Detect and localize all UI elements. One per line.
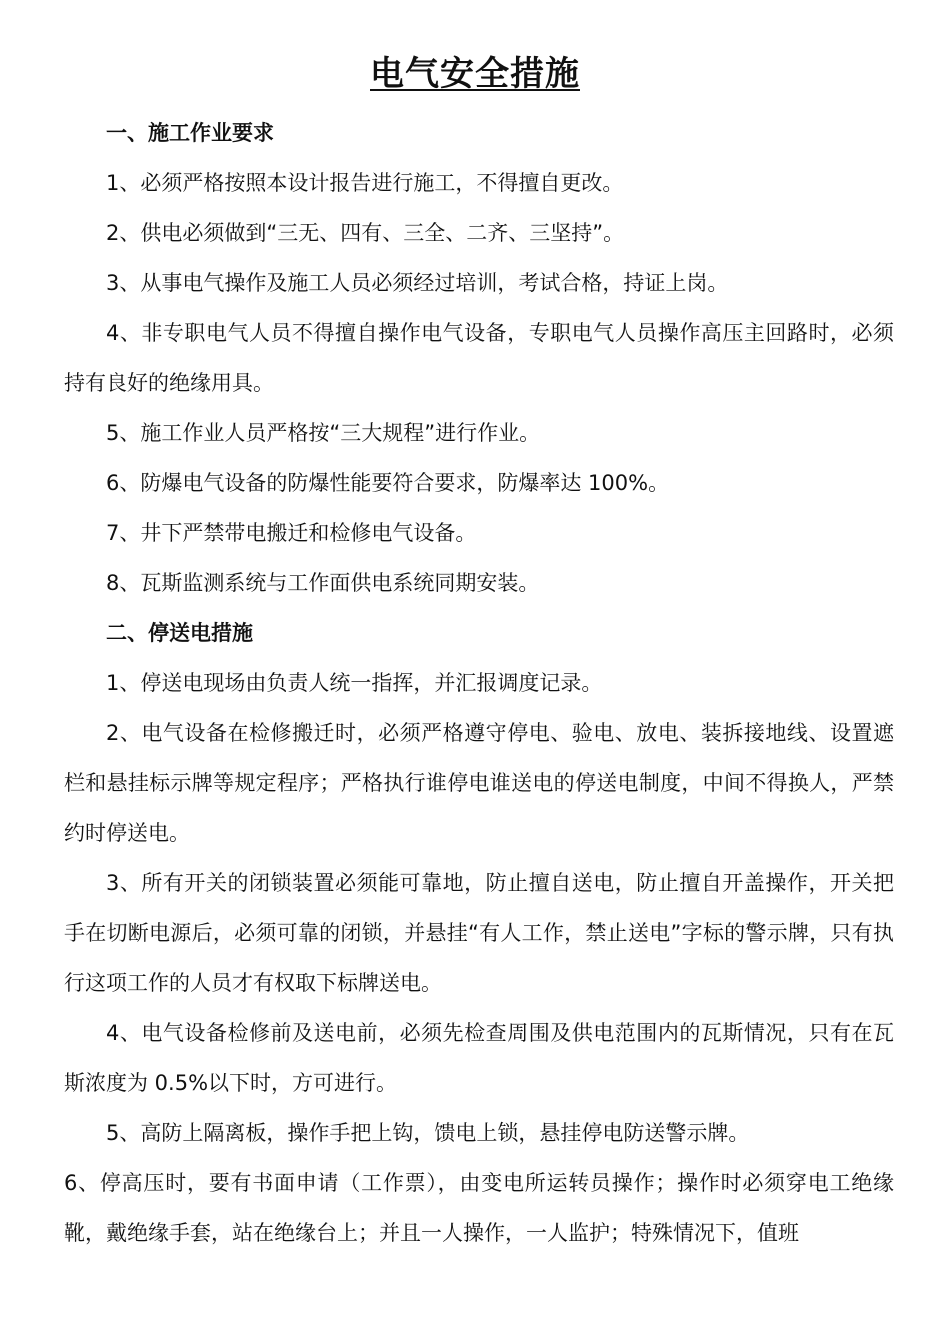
document-body (64, 108, 894, 1258)
document-title (0, 50, 950, 98)
paragraph-item: 4、非专职电气人员不得擅自操作电气设备，专职电气人员操作高压主回路时，必须持有良好的绝缘用具。 (64, 321, 894, 395)
section-heading-construction: 一、施工作业要求 (106, 121, 274, 145)
paragraph-item: 3、所有开关的闭锁装置必须能可靠地，防止擅自送电，防止擅自开盖操作，开关把手在切断电源后，必须可靠的闭锁，并悬挂“有人工作，禁止送电”字标的警示牌，只有执行这项工作的人员才有权取下标牌送电。 (64, 871, 894, 995)
document-title-text: 电气安全措施 (370, 54, 580, 94)
paragraph-item: 2、供电必须做到“三无、四有、三全、二齐、三坚持”。 (106, 221, 625, 245)
paragraph-item: 1、必须严格按照本设计报告进行施工，不得擅自更改。 (106, 171, 624, 195)
paragraph-item: 8、瓦斯监测系统与工作面供电系统同期安装。 (106, 571, 540, 595)
paragraph-item: 1、停送电现场由负责人统一指挥，并汇报调度记录。 (106, 671, 603, 695)
paragraph-item: 4、电气设备检修前及送电前，必须先检查周围及供电范围内的瓦斯情况，只有在瓦斯浓度为 0.5%以下时，方可进行。 (64, 1021, 894, 1095)
paragraph-item: 2、电气设备在检修搬迁时，必须严格遵守停电、验电、放电、装拆接地线、设置遮栏和悬挂标示牌等规定程序；严格执行谁停电谁送电的停送电制度，中间不得换人，严禁约时停送电。 (64, 721, 894, 845)
paragraph-item: 3、从事电气操作及施工人员必须经过培训，考试合格，持证上岗。 (106, 271, 729, 295)
paragraph-item: 6、防爆电气设备的防爆性能要符合要求，防爆率达 100%。 (106, 471, 670, 495)
paragraph-item: 5、施工作业人员严格按“三大规程”进行作业。 (106, 421, 541, 445)
paragraph-item: 7、井下严禁带电搬迁和检修电气设备。 (106, 521, 477, 545)
paragraph-item: 5、高防上隔离板，操作手把上钩，馈电上锁，悬挂停电防送警示牌。 (106, 1121, 750, 1145)
paragraph-item: 6、停高压时，要有书面申请（工作票），由变电所运转员操作；操作时必须穿电工绝缘靴，戴绝缘手套，站在绝缘台上；并且一人操作，一人监护；特殊情况下，值班 (64, 1171, 894, 1245)
section-heading-power-switching: 二、停送电措施 (106, 621, 253, 645)
